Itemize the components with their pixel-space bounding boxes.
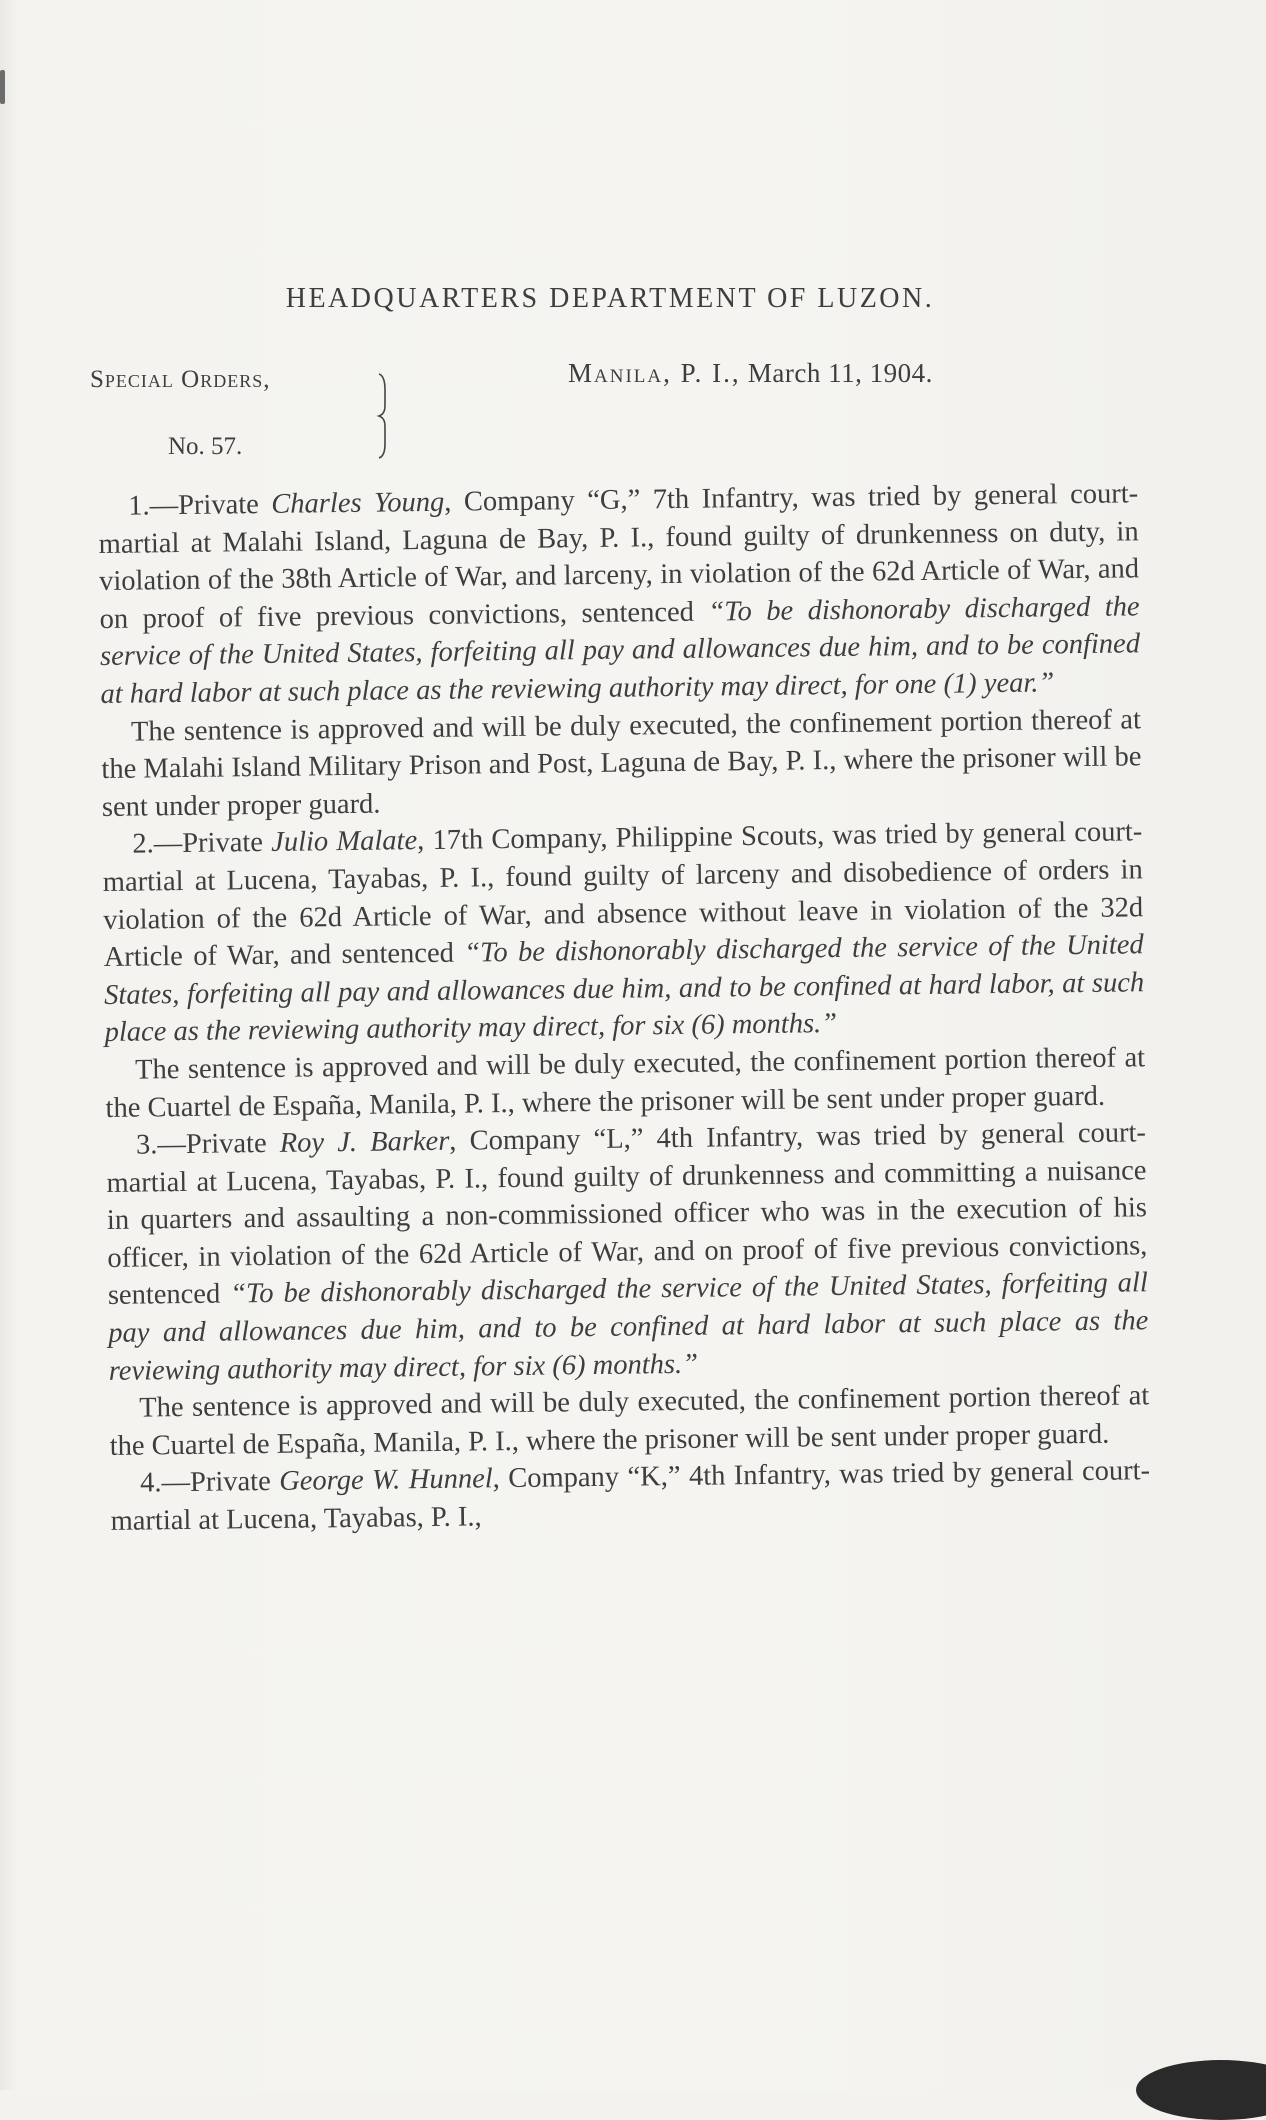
approval-2: The sentence is approved and will be duly executed, the confinement portion thereof at the Cuartel de España, Manila, P. I., where the prisoner will be sent under proper guard. (105, 1042, 1146, 1124)
prisoner-name: Charles Young (271, 486, 445, 520)
prisoner-name: George W. Hunnel (279, 1463, 493, 1498)
prisoner-name: Roy J. Barker (279, 1125, 450, 1159)
item-text: , Company “K,” 4th Infantry, was tried by general court-martial at Lucena, Tayabas, P. I., (110, 1455, 1151, 1537)
sentence-text: “To be dishonorably discharged the service of the United States, forfeiting all pay and allowances due him, and to be confined at hard labor at such place as the reviewing authority may direct, for six (6) months.” (108, 1267, 1149, 1387)
page-title: HEADQUARTERS DEPARTMENT OF LUZON. (285, 283, 935, 314)
corner-shadow (1136, 2060, 1266, 2120)
item-text: , Company “L,” 4th Infantry, was tried by general court-martial at Lucena, Tayabas, P. I., found guilty of drunkenness and committing a nuisance in quarters and assaulting a non-commissioned officer who was in the execution of his officer, in violation of the 62d Article of War, and on proof of five previous convictions, sentenced (106, 1117, 1148, 1312)
brace-icon (375, 372, 389, 460)
binding-mark (0, 70, 5, 104)
order-item-4 (110, 1453, 1151, 1541)
item-number: 2.—Private (132, 827, 272, 860)
sentence-text: “To be dishonoraby discharged the service of the United States, forfeiting all pay and allowances due him, and to be confined at hard labor at such place as the reviewing authority may direct, for one (1) year.” (99, 591, 1141, 710)
order-item-3 (106, 1114, 1149, 1390)
item-text: , 17th Company, Philippine Scouts, was tried by general court-martial at Lucena, Tayabas, P. I., found guilty of larceny and disobedience of orders in violation of the 62d Article of War, and absence without leave in violation of the 32d Article of War, and sentenced (102, 816, 1144, 974)
order-number: No. 57. (168, 433, 243, 460)
approval-1: The sentence is approved and will be duly executed, the confinement portion thereof at the Malahi Island Military Prison and Post, Laguna de Bay, P. I., where the prisoner will be sent under proper guard. (101, 703, 1142, 823)
dateline-place: Manila, P. I., (568, 358, 741, 388)
order-body (98, 475, 1151, 1540)
order-item-1 (98, 475, 1141, 713)
approval-3: The sentence is approved and will be duly executed, the confinement portion thereof at the Cuartel de España, Manila, P. I., where the prisoner will be sent under proper guard. (109, 1380, 1150, 1462)
item-number: 3.—Private (135, 1127, 280, 1161)
item-text: , Company “G,” 7th Infantry, was tried by general court-martial at Malahi Island, Laguna de Bay, P. I., found guilty of drunkenness on duty, in violation of the 38th Article of War, and larceny, in violation of the 62d Article of War, and on proof of five previous convictions, sentenced (98, 478, 1140, 635)
special-orders-label: Special Orders, (90, 366, 271, 393)
item-number: 4.—Private (139, 1466, 280, 1499)
dateline (568, 358, 933, 389)
order-item-2 (102, 814, 1145, 1052)
sentence-text: “To be dishonorably discharged the service of the United States, forfeiting all pay and allowances due him, and to be confined at hard labor, at such place as the reviewing authority may direct, for six (6) months.” (104, 929, 1145, 1049)
dateline-date: March 11, 1904. (747, 358, 933, 388)
item-number: 1.—Private (128, 488, 272, 522)
prisoner-name: Julio Malate (271, 825, 418, 859)
